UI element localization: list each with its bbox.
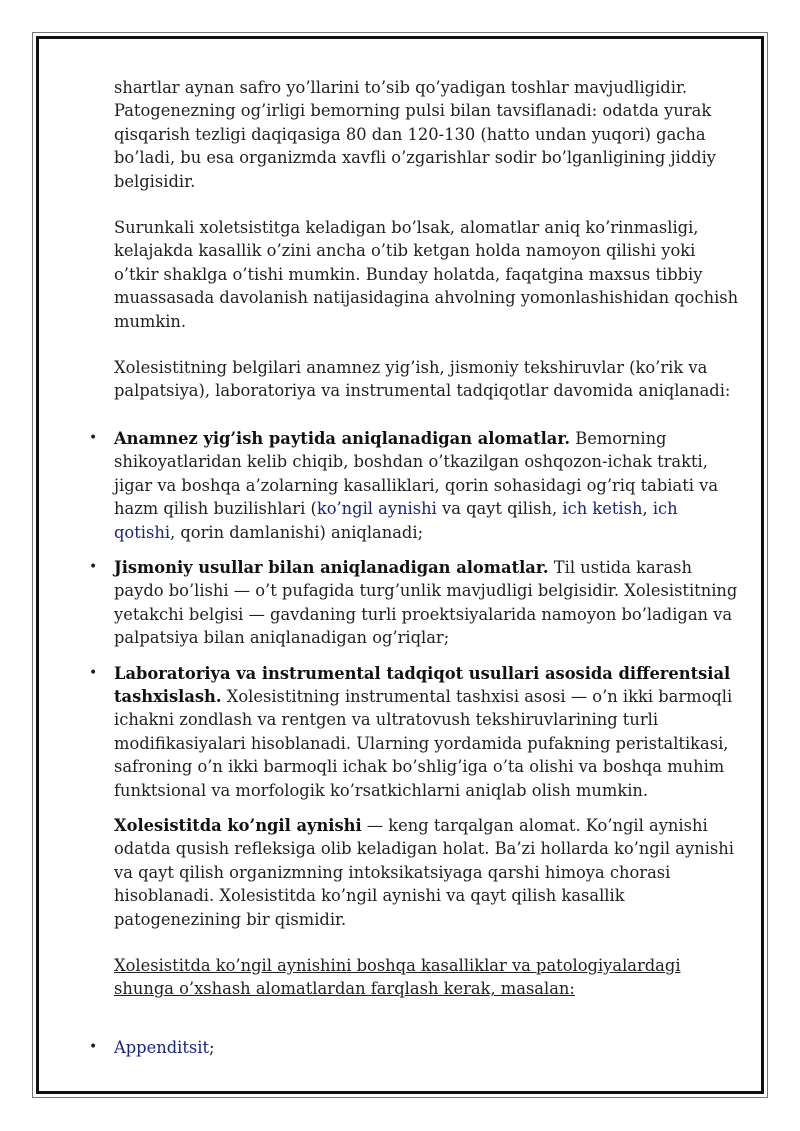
link-appendicitis[interactable]: Appenditsit	[114, 1037, 210, 1057]
link-diarrhea[interactable]: ich ketish	[562, 499, 643, 519]
list-item-appendicitis: • Appenditsit;	[114, 1036, 744, 1059]
bullet-icon: •	[89, 558, 98, 575]
list-item-laboratory: • Laboratoriya va instrumental tadqiqot usullari asosida differentsial tashxislash. Xolesistitning instrumental tashxisi asosi — o’n ikki barmoqli ichakni zondlash va rentgen va ultratovush tekshiruvlarining turli modifikasiyalari hisoblanadi. Ularning yordamida pufakning peristaltikasi, safroning o’n ikki barmoqli ichak bo’shlig’iga o’ta olishi va boshqa muhim funktsional va morfologik ko’rsatkichlarni aniqlab olish mumkin. Xolesistitda ko’ngil aynishi — keng tarqalgan alomat. Ko’ngil aynishi odatda qusish refleksiga olib keladigan holat. Ba’zi hollarda ko’ngil aynishi va qayt qilish organizmning intoksikatsiyaga qarshi himoya chorasi hisoblanadi. Xolesistitda ko’ngil aynishi va qayt qilish kasallik patogenezining bir qismidir. Xolesistitda ko’ngil aynishini boshqa kasalliklar va patologiyalardagi shunga o’xshash alomatlardan farqlash kerak, masalan:	[114, 662, 744, 1024]
item-heading: Anamnez yig’ish paytida aniqlanadigan alomatlar.	[114, 428, 571, 448]
paragraph-differentiation: Xolesistitda ko’ngil aynishini boshqa kasalliklar va patologiyalardagi shunga o’xshash alomatlardan farqlash kerak, masalan:	[114, 956, 681, 999]
paragraph-nausea: Xolesistitda ko’ngil aynishi — keng tarqalgan alomat. Ko’ngil aynishi odatda qusish refleksiga olib keladigan holat. Ba’zi hollarda ko’ngil aynishi va qayt qilish organizmning intoksikatsiyaga qarshi himoya chorasi hisoblanadi. Xolesistitda ko’ngil aynishi va qayt qilish kasallik patogenezining bir qismidir.	[114, 815, 734, 929]
paragraph-chronic: Surunkali xoletsistitga keladigan bo’lsak, alomatlar aniq ko’rinmasligi, kelajakda kasallik o’zini ancha o’tib ketgan holda namoyon qilishi yoki o’tkir shaklga o’tishi mumkin. Bunday holatda, faqatgina maxsus tibbiy muassasada davolanish natijasidagina ahvolning yomonlashishidan qochish mumkin.	[114, 218, 739, 331]
link-constipation[interactable]: ich qotishi	[114, 499, 678, 542]
symptom-list	[89, 427, 744, 1059]
item-heading: Laboratoriya va instrumental tadqiqot usullari asosida differentsial tashxislash.	[114, 663, 731, 706]
link-nausea[interactable]: ko’ngil aynishi	[316, 499, 437, 519]
list-item-anamnesis: • Anamnez yig’ish paytida aniqlanadigan alomatlar. Bemorning shikoyatlaridan kelib chiqib, boshdan o’tkazilgan oshqozon-ichak trakti, jigar va boshqa a’zolarning kasalliklari, qorin sohasidagi og’riq tabiati va hazm qilish buzilishlari (ko’ngil aynishi va qayt qilish, ich ketish, ich qotishi, qorin damlanishi) aniqlanadi;	[89, 428, 719, 542]
bullet-icon: •	[89, 1038, 98, 1055]
bullet-icon: •	[89, 664, 98, 681]
item-heading: Jismoniy usullar bilan aniqlanadigan alomatlar.	[114, 557, 549, 577]
document-body	[89, 76, 744, 1059]
paragraph-pulse: shartlar aynan safro yo’llarini to’sib qo’yadigan toshlar mavjudligidir. Patogenezning og’irligi bemorning pulsi bilan tavsiflanadi: odatda yurak qisqarish tezligi daqiqasiga 80 dan 120-130 (hatto undan yuqori) gacha bo’ladi, bu esa organizmda xavfli o’zgarishlar sodir bo’lganligining jiddiy belgisidir.	[114, 78, 716, 191]
paragraph-symptoms-intro: Xolesistitning belgilari anamnez yig’ish, jismoniy tekshiruvlar (ko’rik va palpatsiya), laboratoriya va instrumental tadqiqotlar davomida aniqlanadi:	[114, 358, 731, 401]
list-item-physical: • Jismoniy usullar bilan aniqlanadigan alomatlar. Til ustida karash paydo bo’lishi — o’t pufagida turg’unlik mavjudligi belgisidir. Xolesistitning yetakchi belgisi — gavdaning turli proektsiyalarida namoyon bo’ladigan va palpatsiya bilan aniqlanadigan og’riqlar;	[89, 557, 738, 648]
bullet-icon: •	[89, 429, 98, 446]
